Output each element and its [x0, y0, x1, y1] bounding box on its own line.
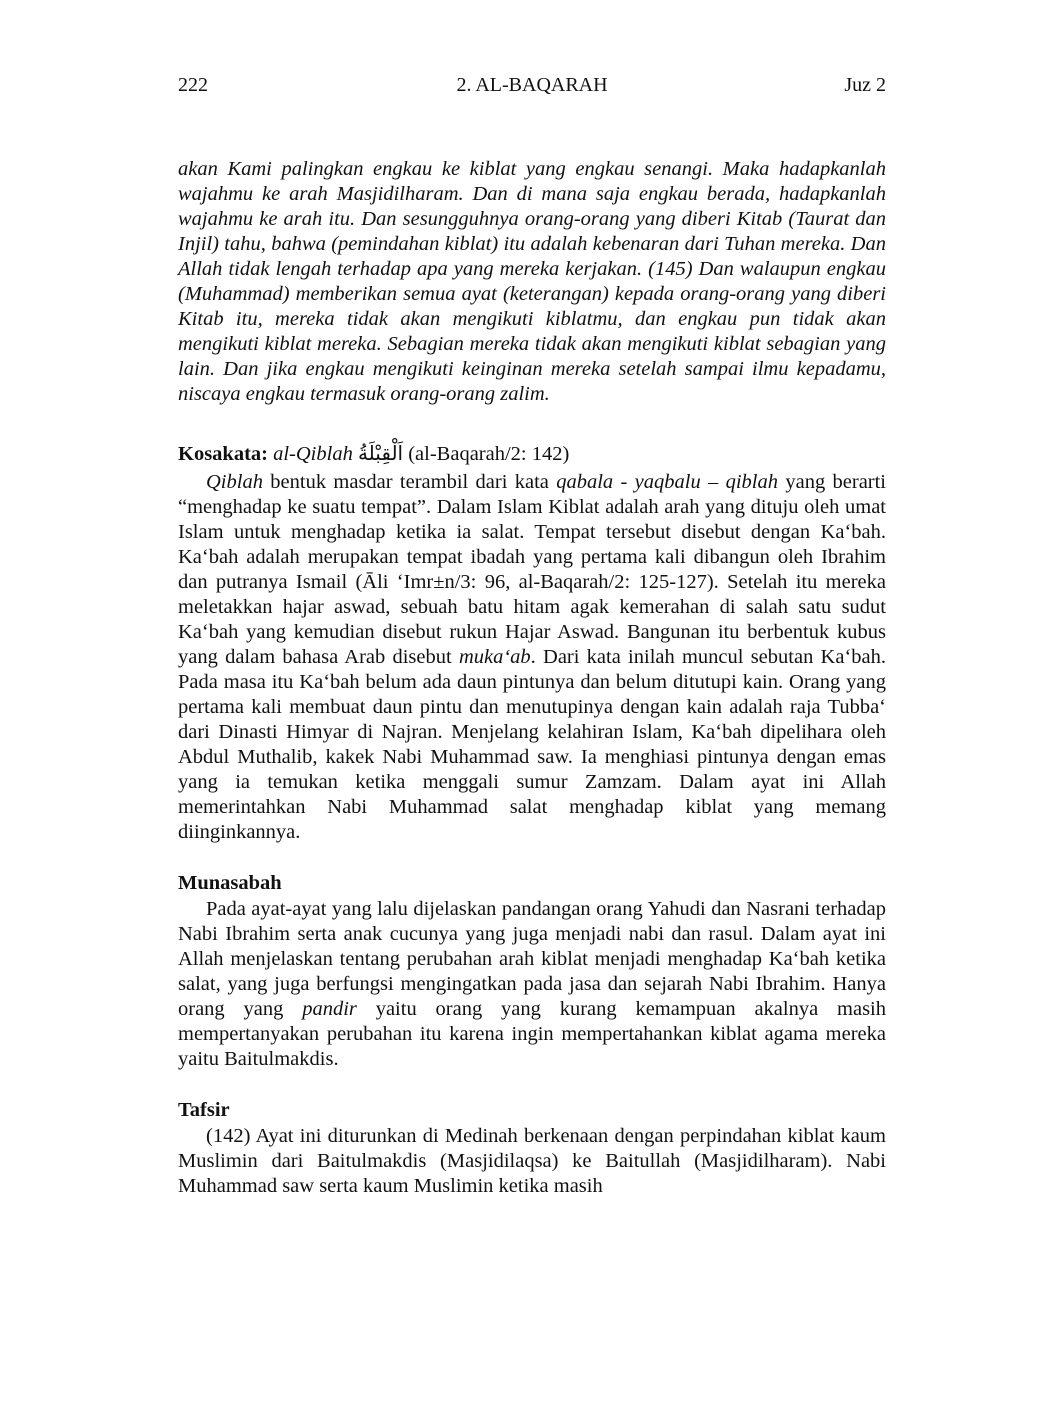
chapter-title: 2. AL-BAQARAH	[456, 74, 608, 96]
kosakata-paragraph: Qiblah bentuk masdar terambil dari kata qabala - yaqbalu – qiblah yang berarti “menghadap ke suatu tempat”. Dalam Islam Kiblat adalah arah yang dituju oleh umat Islam untuk menghadap ketika ia salat. Tempat tersebut disebut dengan Ka‘bah. Ka‘bah adalah merupakan tempat ibadah yang pertama kali dibangun oleh Ibrahim dan putranya Ismail (Āli ‘Imr±n/3: 96, al-Baqarah/2: 125-127). Setelah itu mereka meletakkan hajar aswad, sebuah batu hitam agak kemerahan di salah satu sudut Ka‘bah yang kemudian disebut rukun Hajar Aswad. Bangunan itu berbentuk kubus yang dalam bahasa Arab disebut muka‘ab. Dari kata inilah muncul sebutan Ka‘bah. Pada masa itu Ka‘bah belum ada daun pintunya dan belum ditutupi kain. Orang yang pertama kali membuat daun pintu dan menutupinya dengan kain adalah raja Tubba‘ dari Dinasti Himyar di Najran. Menjelang kelahiran Islam, Ka‘bah dipelihara oleh Abdul Muthalib, kakek Nabi Muhammad saw. Ia menghiasi pintunya dengan emas yang ia temukan ketika menggali sumur Zamzam. Dalam ayat ini Allah memerintahkan Nabi Muhammad salat menghadap kiblat yang memang diinginkannya.	[178, 471, 887, 843]
term-qiblah: Qiblah	[206, 471, 263, 493]
kosakata-heading	[178, 439, 886, 468]
tafsir-heading: Tafsir	[178, 1099, 230, 1121]
page-number: 222	[178, 74, 208, 96]
page-header	[178, 70, 886, 100]
munasabah-paragraph: Pada ayat-ayat yang lalu dijelaskan pandangan orang Yahudi dan Nasrani terhadap Nabi Ibrahim serta anak cucunya yang juga menjadi nabi dan rasul. Dalam ayat ini Allah menjelaskan tentang perubahan arah kiblat menjadi menghadap Ka‘bah ketika salat, yang juga berfungsi mengingatkan pada jasa dan sejarah Nabi Ibrahim. Hanya orang yang pandir yaitu orang yang kurang kemampuan akalnya masih mempertanyakan perubahan itu karena ingin mempertahankan kiblat agama mereka yaitu Baitulmakdis.	[178, 898, 886, 1070]
kosakata-arabic: اَلْقِبْلَةُ	[357, 441, 404, 465]
kosakata-term: al-Qiblah	[273, 443, 353, 465]
tafsir-paragraph: (142) Ayat ini diturunkan di Medinah berkenaan dengan perpindahan kiblat kaum Muslimin dari Baitulmakdis (Masjidilaqsa) ke Baitullah (Masjidilharam). Nabi Muhammad saw serta kaum Muslimin ketika masih	[178, 1125, 886, 1197]
munasabah-heading: Munasabah	[178, 872, 282, 894]
juz-label: Juz 2	[844, 74, 886, 96]
translation-paragraph: akan Kami palingkan engkau ke kiblat yang engkau senangi. Maka hadapkanlah wajahmu ke arah Masjidilharam. Dan di mana saja engkau berada, hadapkanlah wajahmu ke arah itu. Dan sesungguhnya orang-orang yang diberi Kitab (Taurat dan Injil) tahu, bahwa (pemindahan kiblat) itu adalah kebenaran dari Tuhan mereka. Dan Allah tidak lengah terhadap apa yang mereka kerjakan. (145) Dan walaupun engkau (Muhammad) memberikan semua ayat (keterangan) kepada orang-orang yang diberi Kitab itu, mereka tidak akan mengikuti kiblatmu, dan engkau pun tidak akan mengikuti kiblat mereka. Sebagian mereka tidak akan mengikuti kiblat sebagian yang lain. Dan jika engkau mengikuti keinginan mereka setelah sampai ilmu kepadamu, niscaya engkau termasuk orang-orang zalim.	[178, 158, 886, 405]
page-body	[178, 157, 886, 1199]
kosakata-reference: (al-Baqarah/2: 142)	[408, 443, 570, 465]
kosakata-label: Kosakata:	[178, 443, 268, 465]
